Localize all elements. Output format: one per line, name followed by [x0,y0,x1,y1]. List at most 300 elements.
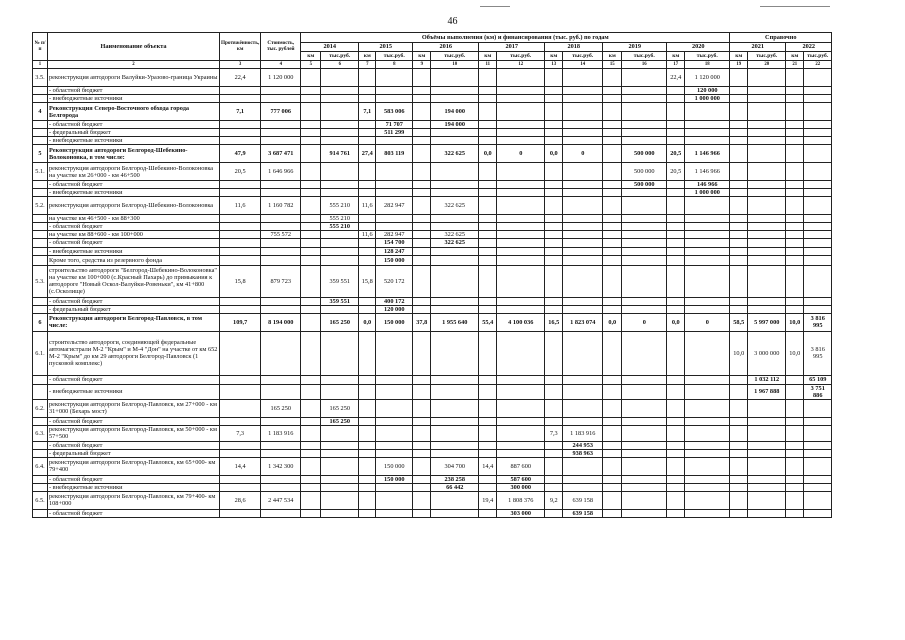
row-name-cell: - областной бюджет [48,509,220,517]
header-unit-rub: тыс.руб. [497,52,545,61]
row-length-cell [220,509,261,517]
row-name-cell: реконструкция автодороги Белгород-Павловск, км 79+400- км 108+000 [48,491,220,509]
row-value-cell [413,145,431,163]
row-name-cell: - внебюджетные источники [48,189,220,197]
header-unit-rub: тыс.руб. [804,52,832,61]
row-value-cell [685,103,730,121]
row-cost-cell [261,181,301,189]
table-row [33,231,832,239]
row-number-cell [33,449,48,457]
row-value-cell [667,425,685,441]
row-value-cell: 1 955 640 [431,313,479,331]
row-number-cell [33,231,48,239]
row-value-cell: 16,5 [545,313,563,331]
row-value-cell [622,69,667,87]
row-value-cell [359,491,376,509]
row-value-cell [479,475,497,483]
row-value-cell [545,69,563,87]
row-value-cell [301,384,321,399]
row-value-cell [603,163,622,181]
row-value-cell [497,223,545,231]
row-value-cell: 322 625 [431,231,479,239]
header-unit-km: км [479,52,497,61]
row-value-cell [413,375,431,384]
row-value-cell [730,483,748,491]
row-value-cell [804,181,832,189]
row-length-cell: 14,4 [220,457,261,475]
row-value-cell [685,129,730,137]
header-unit-km: км [667,52,685,61]
row-value-cell [730,425,748,441]
row-cost-cell [261,129,301,137]
row-value-cell: 19,4 [479,491,497,509]
row-name-cell: - внебюджетные источники [48,95,220,103]
row-value-cell [321,483,359,491]
header-year: 2014 [301,43,359,52]
row-value-cell [622,491,667,509]
row-value-cell [730,255,748,265]
row-value-cell [321,163,359,181]
row-value-cell [376,163,413,181]
table-row [33,145,832,163]
row-value-cell [479,95,497,103]
row-value-cell [431,491,479,509]
row-value-cell [359,137,376,145]
row-number-cell [33,441,48,449]
column-index: 22 [804,61,832,69]
row-value-cell [730,223,748,231]
row-value-cell [685,425,730,441]
row-value-cell [730,491,748,509]
row-value-cell [479,129,497,137]
row-value-cell [667,223,685,231]
row-value-cell [603,509,622,517]
row-value-cell [431,375,479,384]
row-value-cell: 15,8 [359,265,376,297]
row-value-cell: 500 000 [622,181,667,189]
row-value-cell: 7,1 [359,103,376,121]
row-value-cell [479,265,497,297]
row-value-cell [786,247,804,255]
table-row [33,509,832,517]
row-number-cell [33,223,48,231]
row-value-cell: 0,0 [603,313,622,331]
row-value-cell [667,441,685,449]
row-value-cell [301,417,321,425]
row-value-cell [603,69,622,87]
row-value-cell [804,247,832,255]
row-value-cell: 914 761 [321,145,359,163]
row-value-cell [622,305,667,313]
row-value-cell [603,121,622,129]
row-value-cell [730,121,748,129]
row-value-cell [431,215,479,223]
row-cost-cell: 1 120 000 [261,69,301,87]
row-value-cell [545,87,563,95]
row-value-cell [413,449,431,457]
column-index: 10 [431,61,479,69]
row-value-cell: 238 258 [431,475,479,483]
row-value-cell [376,375,413,384]
row-value-cell [804,417,832,425]
row-name-cell: - федеральный бюджет [48,449,220,457]
row-number-cell: 6.1. [33,331,48,375]
row-value-cell [730,189,748,197]
row-value-cell: 1 183 916 [563,425,603,441]
row-value-cell: 9,2 [545,491,563,509]
row-value-cell [301,331,321,375]
row-value-cell: 11,6 [359,231,376,239]
row-value-cell [301,129,321,137]
table-row [33,475,832,483]
table-row [33,129,832,137]
row-name-cell: - внебюджетные источники [48,483,220,491]
row-value-cell [667,103,685,121]
row-value-cell [667,417,685,425]
row-value-cell [667,457,685,475]
row-name-cell: реконструкция автодороги Белгород-Павловск, км 50+000 - км 57+500 [48,425,220,441]
table-row [33,121,832,129]
row-number-cell: 3.5. [33,69,48,87]
row-value-cell [804,231,832,239]
row-value-cell [563,223,603,231]
row-value-cell: 359 551 [321,265,359,297]
row-value-cell [786,129,804,137]
row-value-cell [497,265,545,297]
row-value-cell [359,425,376,441]
table-row [33,331,832,375]
header-unit-km: км [730,52,748,61]
row-value-cell [545,384,563,399]
top-rule-left [480,6,510,7]
row-value-cell [545,483,563,491]
row-value-cell [479,215,497,223]
row-value-cell [804,441,832,449]
row-value-cell: 5 997 000 [748,313,786,331]
row-value-cell [563,375,603,384]
row-value-cell [748,265,786,297]
row-name-cell: - областной бюджет [48,223,220,231]
row-value-cell [301,399,321,417]
row-number-cell [33,255,48,265]
row-value-cell [603,441,622,449]
row-value-cell [563,121,603,129]
row-value-cell [730,375,748,384]
row-value-cell: 282 947 [376,231,413,239]
row-cost-cell [261,247,301,255]
row-value-cell [376,189,413,197]
row-value-cell [685,305,730,313]
row-value-cell [301,163,321,181]
column-index: 7 [359,61,376,69]
row-value-cell [376,87,413,95]
row-value-cell [497,297,545,305]
column-index: 3 [220,61,261,69]
row-value-cell [622,331,667,375]
row-cost-cell [261,223,301,231]
row-value-cell [321,181,359,189]
row-value-cell [497,399,545,417]
row-value-cell [497,103,545,121]
row-value-cell [603,129,622,137]
row-value-cell [804,475,832,483]
row-value-cell [545,297,563,305]
row-value-cell: 165 250 [321,417,359,425]
row-value-cell [603,375,622,384]
row-value-cell [376,509,413,517]
row-value-cell [359,441,376,449]
row-value-cell [667,129,685,137]
row-value-cell [786,417,804,425]
row-name-cell: - областной бюджет [48,375,220,384]
row-value-cell: 322 625 [431,239,479,247]
row-value-cell [804,223,832,231]
row-value-cell [545,137,563,145]
row-value-cell [479,87,497,95]
row-value-cell [431,509,479,517]
row-value-cell [748,491,786,509]
row-value-cell [685,231,730,239]
table-row [33,223,832,231]
row-name-cell: - областной бюджет [48,297,220,305]
header-length: Протяжённость, км [220,33,261,61]
row-length-cell [220,231,261,239]
row-value-cell [563,163,603,181]
row-value-cell [804,145,832,163]
row-number-cell [33,247,48,255]
row-value-cell [730,87,748,95]
row-length-cell: 7,3 [220,425,261,441]
row-value-cell [730,95,748,103]
row-value-cell [603,87,622,95]
row-value-cell: 165 250 [321,313,359,331]
row-value-cell [685,197,730,215]
row-value-cell [497,121,545,129]
row-value-cell [748,255,786,265]
header-year: 2017 [479,43,545,52]
row-value-cell [359,457,376,475]
row-value-cell: 55,4 [479,313,497,331]
row-value-cell [804,305,832,313]
row-number-cell: 5.1. [33,163,48,181]
row-value-cell [479,223,497,231]
row-value-cell [730,145,748,163]
header-unit-km: км [786,52,804,61]
row-value-cell [376,483,413,491]
row-number-cell [33,121,48,129]
row-value-cell [786,483,804,491]
row-value-cell [563,247,603,255]
row-value-cell [730,297,748,305]
row-value-cell [413,129,431,137]
row-name-cell: на участке км 46+500 - км 88+300 [48,215,220,223]
row-value-cell [321,231,359,239]
row-value-cell: 37,8 [413,313,431,331]
row-value-cell [804,69,832,87]
row-value-cell [545,265,563,297]
row-value-cell [359,449,376,457]
header-cost: Стоимость, тыс. рублей [261,33,301,61]
row-value-cell [603,247,622,255]
row-value-cell: 22,4 [667,69,685,87]
row-value-cell [622,449,667,457]
row-value-cell [563,189,603,197]
row-number-cell [33,297,48,305]
row-value-cell [321,103,359,121]
row-value-cell [359,483,376,491]
row-value-cell [730,417,748,425]
row-value-cell [804,265,832,297]
row-value-cell [786,121,804,129]
row-value-cell [786,305,804,313]
row-value-cell [413,255,431,265]
row-value-cell [413,483,431,491]
row-value-cell: 639 158 [563,491,603,509]
row-value-cell [413,181,431,189]
row-value-cell [431,87,479,95]
row-value-cell: 555 210 [321,215,359,223]
row-length-cell [220,215,261,223]
row-value-cell [622,247,667,255]
row-value-cell [603,331,622,375]
row-value-cell [431,189,479,197]
row-value-cell [563,129,603,137]
row-length-cell [220,95,261,103]
row-cost-cell [261,239,301,247]
row-length-cell [220,87,261,95]
row-value-cell [497,384,545,399]
row-value-cell [804,137,832,145]
row-number-cell: 6 [33,313,48,331]
row-number-cell [33,87,48,95]
row-value-cell [622,475,667,483]
row-value-cell [730,197,748,215]
row-name-cell: - областной бюджет [48,87,220,95]
row-value-cell [479,425,497,441]
row-name-cell: Реконструкция Северо-Восточного обхода города Белгорода [48,103,220,121]
row-length-cell [220,189,261,197]
row-value-cell [563,255,603,265]
row-value-cell [622,215,667,223]
row-value-cell [431,163,479,181]
column-index: 6 [321,61,359,69]
row-value-cell [321,305,359,313]
row-value-cell [603,95,622,103]
row-value-cell [497,215,545,223]
row-value-cell [376,417,413,425]
row-value-cell: 65 109 [804,375,832,384]
row-value-cell [563,483,603,491]
row-value-cell [479,375,497,384]
row-value-cell [667,181,685,189]
row-value-cell: 1 823 074 [563,313,603,331]
header-reference: Справочно [730,33,832,43]
row-cost-cell [261,95,301,103]
row-value-cell [497,239,545,247]
row-value-cell [786,197,804,215]
row-value-cell [359,384,376,399]
row-value-cell [730,181,748,189]
row-value-cell [497,137,545,145]
row-value-cell [431,331,479,375]
row-length-cell [220,331,261,375]
row-value-cell [667,189,685,197]
row-value-cell [622,457,667,475]
row-value-cell [685,457,730,475]
row-value-cell: 0,0 [479,145,497,163]
row-value-cell [376,181,413,189]
header-year: 2019 [603,43,667,52]
row-value-cell [497,197,545,215]
row-value-cell [603,425,622,441]
row-value-cell [545,331,563,375]
row-value-cell [603,103,622,121]
row-value-cell [786,239,804,247]
header-year: 2021 [730,43,786,52]
row-value-cell [730,239,748,247]
row-value-cell [786,103,804,121]
row-value-cell [413,95,431,103]
row-value-cell [497,69,545,87]
row-value-cell [804,483,832,491]
row-value-cell [497,189,545,197]
row-value-cell: 194 000 [431,103,479,121]
row-value-cell [545,247,563,255]
row-value-cell [622,87,667,95]
row-value-cell [321,475,359,483]
row-number-cell [33,375,48,384]
row-value-cell: 938 963 [563,449,603,457]
row-value-cell [376,223,413,231]
row-value-cell [545,231,563,239]
row-cost-cell [261,384,301,399]
row-length-cell [220,255,261,265]
row-value-cell [667,375,685,384]
row-value-cell [301,239,321,247]
row-value-cell: 639 158 [563,509,603,517]
column-index: 13 [545,61,563,69]
row-value-cell: 1 000 000 [685,189,730,197]
row-value-cell [603,449,622,457]
row-value-cell [359,475,376,483]
row-cost-cell [261,121,301,129]
row-value-cell [301,189,321,197]
row-value-cell [667,121,685,129]
row-value-cell [563,181,603,189]
row-value-cell [359,509,376,517]
row-value-cell [667,509,685,517]
row-value-cell [413,223,431,231]
row-value-cell [667,297,685,305]
header-unit-rub: тыс.руб. [685,52,730,61]
row-cost-cell: 1 646 966 [261,163,301,181]
row-name-cell: строительство автодороги, соединяющей федеральные автомагистрали М-2 "Крым" и М-4 "Дон" на участке от км 652 М-2 "Крым" до км 29 автодороги Белгород-Павловск (1 пусковой комплекс) [48,331,220,375]
row-value-cell [748,95,786,103]
row-value-cell [431,181,479,189]
road-finance-table [32,32,832,518]
row-value-cell [748,509,786,517]
row-value-cell [563,265,603,297]
row-value-cell [804,129,832,137]
row-value-cell [786,87,804,95]
row-value-cell [622,265,667,297]
row-value-cell [413,239,431,247]
row-value-cell [359,121,376,129]
header-number: № п/п [33,33,48,61]
row-value-cell [685,247,730,255]
row-length-cell [220,375,261,384]
row-length-cell [220,475,261,483]
